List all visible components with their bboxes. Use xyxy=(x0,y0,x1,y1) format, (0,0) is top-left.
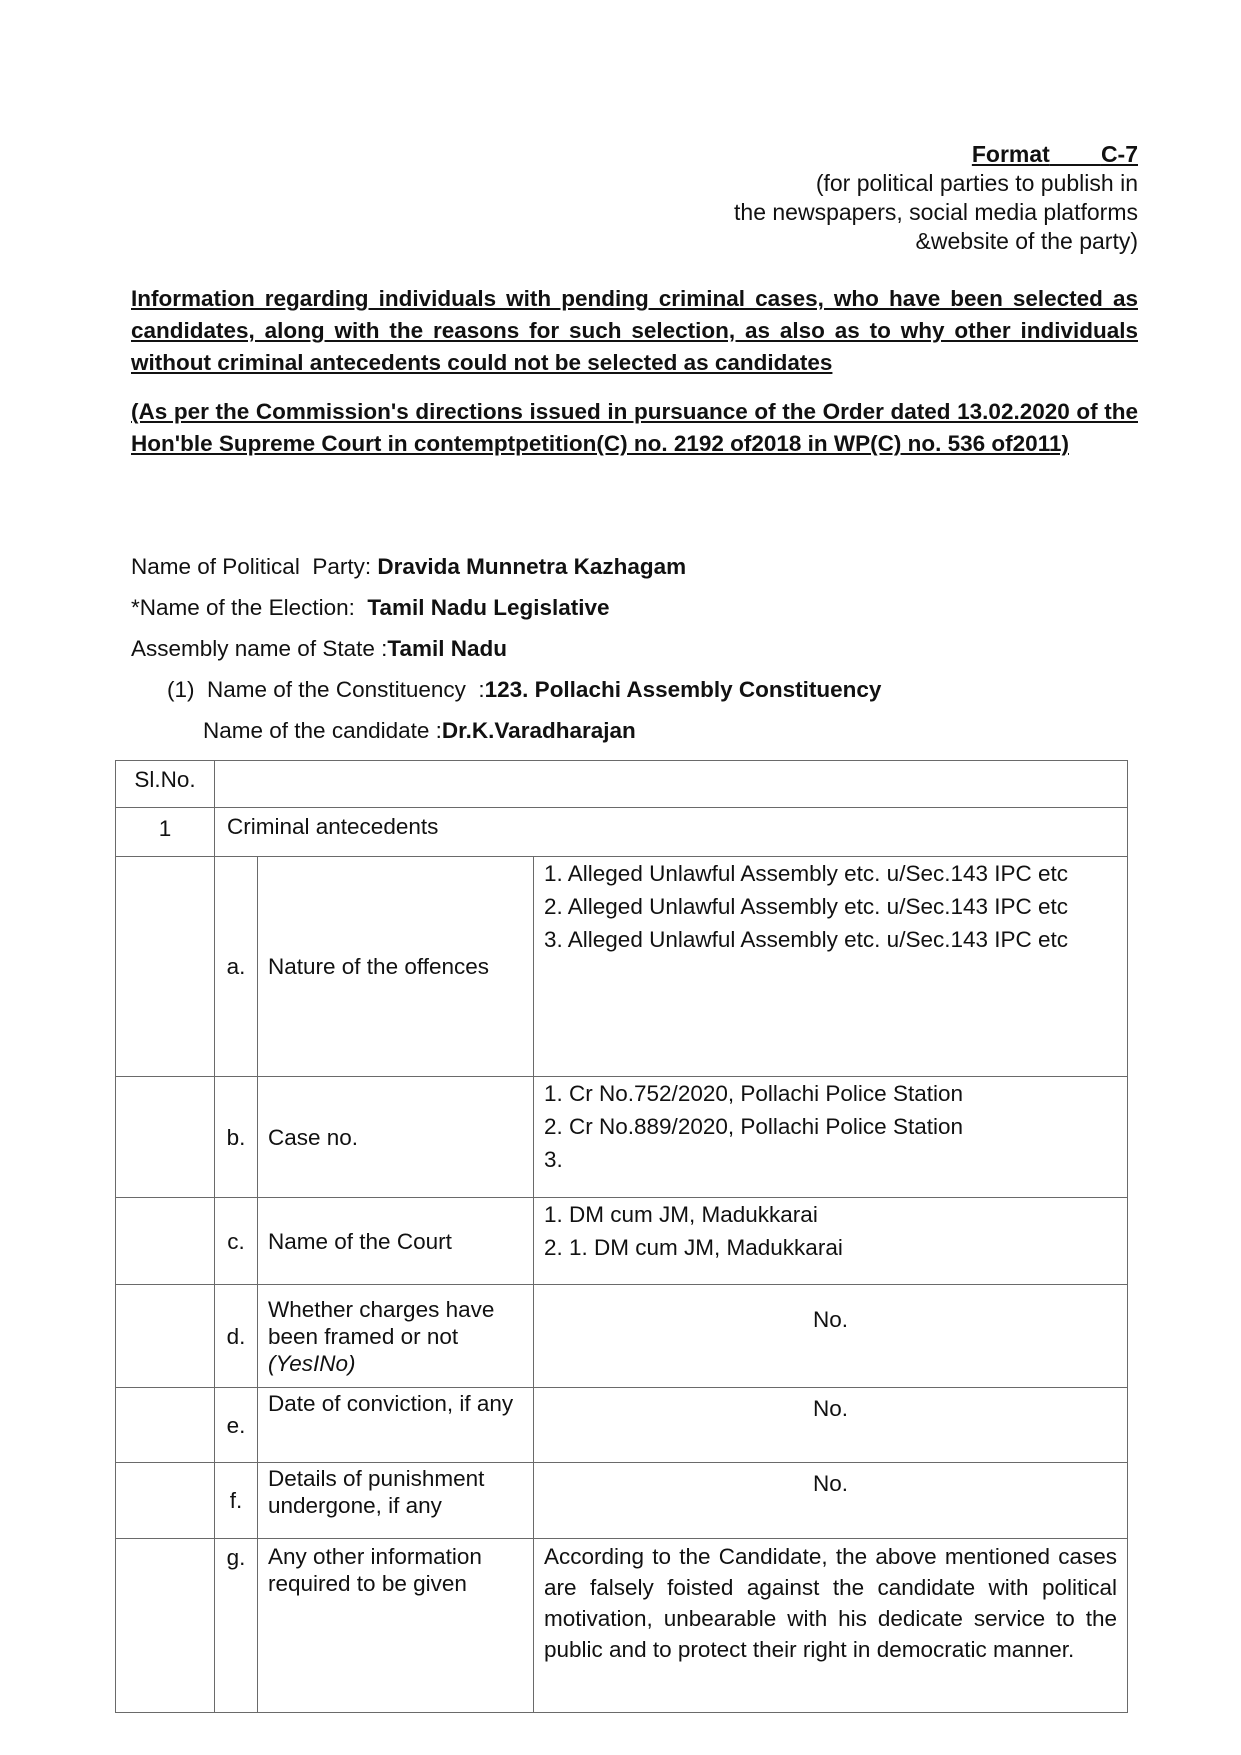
case-item: 3. xyxy=(544,1147,563,1172)
header-blank-cell xyxy=(215,761,1128,808)
party-label: Name of Political Party: xyxy=(131,554,378,579)
format-subtitle-line: the newspapers, social media platforms xyxy=(734,199,1138,225)
row-value xyxy=(534,1198,1128,1285)
case-item: 2. Cr No.889/2020, Pollachi Police Station xyxy=(544,1114,963,1139)
row-label: Date of conviction, if any xyxy=(258,1388,534,1463)
row-letter: b. xyxy=(215,1077,258,1198)
row-letter: e. xyxy=(215,1388,258,1463)
directions-heading: (As per the Commission's directions issued in pursuance of the Order dated 13.02.2020 of the Hon'ble Supreme Court in contemptpetition(C) no. 2192 of2018 in WP(C) no. 536 of2011) xyxy=(131,399,1138,456)
row-value: No. xyxy=(534,1285,1128,1388)
section-title: Criminal antecedents xyxy=(215,808,1128,857)
state-label: Assembly name of State : xyxy=(131,636,388,661)
format-title: Format C-7 xyxy=(971,141,1138,167)
candidate-line xyxy=(203,717,636,745)
slno-cell xyxy=(116,1285,215,1388)
constituency-label: (1) Name of the Constituency : xyxy=(167,677,485,702)
row-label: Name of the Court xyxy=(258,1198,534,1285)
section-number: 1 xyxy=(116,808,215,857)
main-heading: Information regarding individuals with pending criminal cases, who have been selected as candidates, along with the reasons for such selection, as also as to why other individuals without criminal antecedents could not be selected as candidates xyxy=(131,286,1138,375)
election-value: Tamil Nadu Legislative xyxy=(367,595,610,620)
slno-cell xyxy=(116,1539,215,1713)
candidate-value: Dr.K.Varadharajan xyxy=(441,718,636,743)
candidate-label: Name of the candidate : xyxy=(203,718,442,743)
row-label-note: (YesINo) xyxy=(268,1350,356,1376)
election-label: *Name of the Election: xyxy=(131,595,368,620)
row-letter: d. xyxy=(215,1285,258,1388)
row-label: Whether charges have been framed or not xyxy=(268,1296,495,1349)
table-row xyxy=(116,1463,1128,1539)
table-row xyxy=(116,857,1128,1077)
row-value xyxy=(534,857,1128,1077)
constituency-line xyxy=(167,676,881,704)
offence-item: 3. Alleged Unlawful Assembly etc. u/Sec.143 IPC etc xyxy=(544,927,1069,952)
table-row xyxy=(116,1388,1128,1463)
row-label: Case no. xyxy=(258,1077,534,1198)
table-header-row xyxy=(116,761,1128,808)
format-subtitle-line: (for political parties to publish in xyxy=(815,170,1138,196)
case-item: 1. Cr No.752/2020, Pollachi Police Station xyxy=(544,1081,963,1106)
format-subtitle-line: &website of the party) xyxy=(915,228,1138,254)
party-line xyxy=(131,553,686,581)
court-item: 2. 1. DM cum JM, Madukkarai xyxy=(544,1235,843,1260)
row-label: Any other information required to be given xyxy=(258,1539,534,1713)
offence-item: 1. Alleged Unlawful Assembly etc. u/Sec.143 IPC etc xyxy=(544,861,1069,886)
row-letter: a. xyxy=(215,857,258,1077)
table-row xyxy=(116,1285,1128,1388)
row-label: Details of punishment undergone, if any xyxy=(258,1463,534,1539)
offence-item: 2. Alleged Unlawful Assembly etc. u/Sec.143 IPC etc xyxy=(544,894,1069,919)
state-value: Tamil Nadu xyxy=(387,636,507,661)
slno-cell xyxy=(116,1077,215,1198)
table-row xyxy=(116,1077,1128,1198)
table-row xyxy=(116,1539,1128,1713)
election-line xyxy=(131,594,610,622)
format-block xyxy=(600,140,1138,256)
row-value xyxy=(534,1077,1128,1198)
constituency-value: 123. Pollachi Assembly Constituency xyxy=(484,677,882,702)
row-letter: g. xyxy=(215,1539,258,1713)
court-item: 1. DM cum JM, Madukkarai xyxy=(544,1202,818,1227)
slno-header: Sl.No. xyxy=(116,761,215,808)
row-value: According to the Candidate, the above mentioned cases are falsely foisted against the candidate with political motivation, unbearable with his dedicate service to the public and to protect their right in democratic manner. xyxy=(534,1539,1128,1713)
slno-cell xyxy=(116,857,215,1077)
row-value: No. xyxy=(534,1388,1128,1463)
slno-cell xyxy=(116,1388,215,1463)
slno-cell xyxy=(116,1198,215,1285)
row-value: No. xyxy=(534,1463,1128,1539)
party-value: Dravida Munnetra Kazhagam xyxy=(377,554,687,579)
row-label-cell xyxy=(258,1285,534,1388)
table-row xyxy=(116,1198,1128,1285)
section-row xyxy=(116,808,1128,857)
row-label: Nature of the offences xyxy=(258,857,534,1077)
row-letter: c. xyxy=(215,1198,258,1285)
row-letter: f. xyxy=(215,1463,258,1539)
state-line xyxy=(131,635,507,663)
slno-cell xyxy=(116,1463,215,1539)
criminal-antecedents-table xyxy=(115,760,1128,1713)
